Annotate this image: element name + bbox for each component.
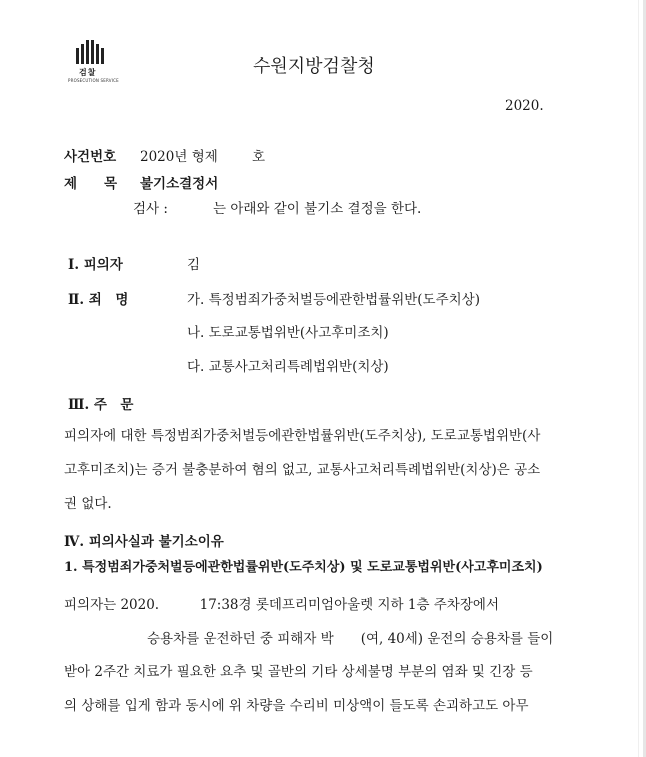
disposition-heading: Ⅲ. 주 문 <box>68 397 134 413</box>
subject-label: 제 목 <box>64 176 118 192</box>
facts-line: 받아 2주간 치료가 필요한 요추 및 골반의 기타 상세불명 부분의 염좌 및 긴장 등 <box>64 664 533 680</box>
case-number-value: 2020년 형제 <box>140 149 218 165</box>
facts-subheading: 1. 특정범죄가중처벌등에관한법률위반(도주치상) 및 도로교통법위반(사고후미조치) <box>64 560 543 575</box>
disposition-line: 권 없다. <box>64 496 112 512</box>
office-name: 수원지방검찰청 <box>253 56 375 77</box>
charges-heading: Ⅱ. 죄 명 <box>68 292 129 308</box>
logo-subtext: PROSECUTION SERVICE <box>68 78 119 83</box>
facts-line: 승용차를 운전하던 중 피해자 박 (여, 40세) 운전의 승용차를 들이 <box>147 631 554 647</box>
prosecution-logo <box>68 40 118 86</box>
facts-line: 의 상해를 입게 함과 동시에 위 차량을 수리비 미상액이 들도록 손괴하고도 아무 <box>64 698 529 714</box>
disposition-line: 고후미조치)는 증거 불충분하여 혐의 없고, 교통사고처리특례법위반(치상)은 공소 <box>64 462 541 478</box>
subject-value: 불기소결정서 <box>140 176 219 192</box>
logo-text: 검찰 <box>79 68 97 77</box>
facts-heading: Ⅳ. 피의사실과 불기소이유 <box>64 534 224 550</box>
logo-emblem-icon <box>76 40 106 64</box>
facts-line: 피의자는 2020. 17:38경 롯데프리미엄아울렛 지하 1층 주차장에서 <box>64 597 499 613</box>
document-year: 2020. <box>505 98 544 114</box>
case-number-label: 사건번호 <box>64 149 117 165</box>
disposition-line: 피의자에 대한 특정범죄가중처벌등에관한법률위반(도주치상), 도로교통법위반(사 <box>64 428 541 444</box>
case-number-suffix: 호 <box>252 149 266 165</box>
charge-item: 다. 교통사고처리특례법위반(치상) <box>187 359 389 375</box>
prosecutor-label: 검사 : <box>133 201 168 217</box>
suspect-name: 김 <box>187 257 201 273</box>
charge-item: 가. 특정범죄가중처벌등에관한법률위반(도주치상) <box>187 292 480 308</box>
suspect-heading: Ⅰ. 피의자 <box>68 257 123 273</box>
prosecutor-text: 는 아래와 같이 불기소 결정을 한다. <box>213 201 422 217</box>
charge-item: 나. 도로교통법위반(사고후미조치) <box>187 325 389 341</box>
page-edge-line <box>638 0 639 757</box>
